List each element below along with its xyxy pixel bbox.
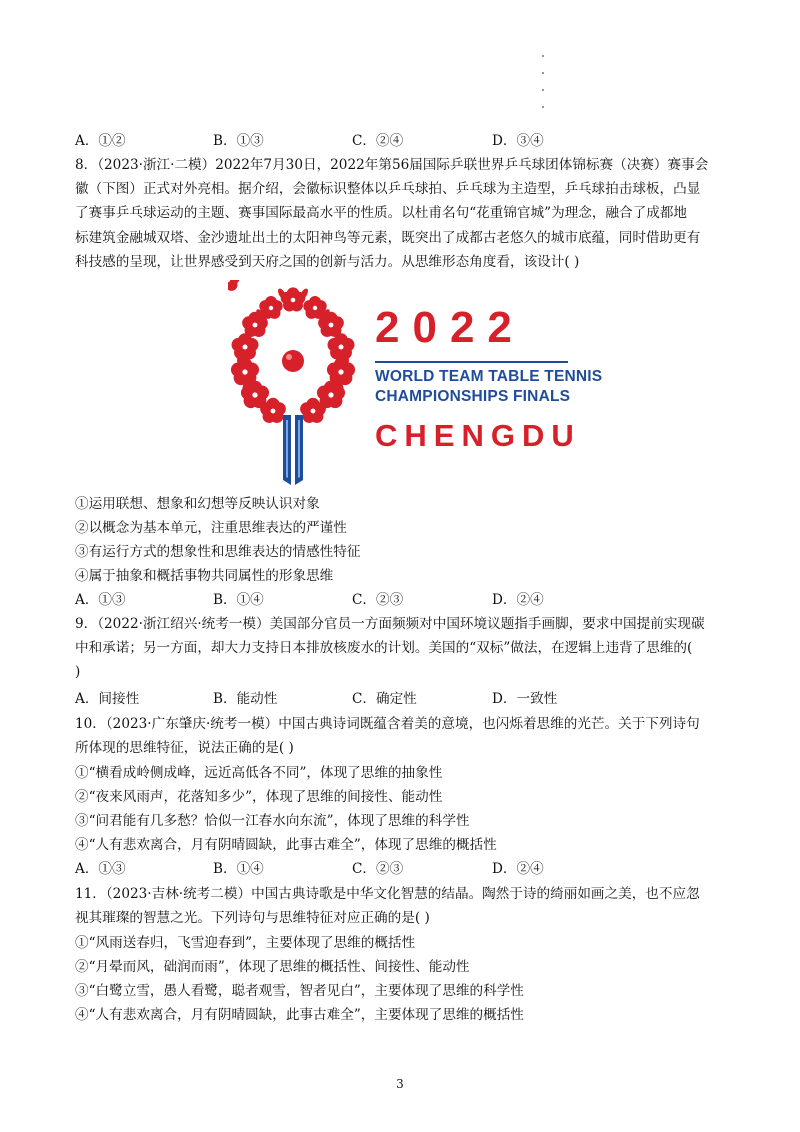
q9-option-a: A．间接性 xyxy=(75,691,140,707)
q8-stem-line: 了赛事乒乓球运动的主题、赛事国际最高水平的性质。以杜甫名句“花重锦官城”为理念，融合了成都地 xyxy=(75,205,688,221)
q7-option-a: A．①② xyxy=(75,133,126,149)
q8-option-b: B．①④ xyxy=(213,592,264,608)
q10-statement: ①“横看成岭侧成峰，远近高低各不同”，体现了思维的抽象性 xyxy=(75,765,443,781)
q9-stem-line: 9．（2022·浙江绍兴·统考一模）美国部分官员一方面频频对中国环境议题指手画脚，要求中国提前实现碳 xyxy=(75,616,705,632)
q10-option-b: B．①④ xyxy=(213,861,264,877)
logo-title-line2: CHAMPIONSHIPS FINALS xyxy=(375,388,571,405)
q8-options xyxy=(75,590,735,610)
q11-stem-line: 11．（2023·吉林·统考二模）中国古典诗歌是中华文化智慧的结晶。陶然于诗的绮丽如画之美，也不应忽 xyxy=(75,886,700,902)
q9-stem-line: 中和承诺；另一方面，却大力支持日本排放核废水的计划。美国的“双标”做法，在逻辑上违背了思维的( xyxy=(75,640,693,656)
q10-statement: ②“夜来风雨声，花落知多少”，体现了思维的间接性、能动性 xyxy=(75,789,443,805)
q7-option-d: D．③④ xyxy=(492,133,544,149)
q8-stem-line: 科技感的呈现，让世界感受到天府之国的创新与活力。从思维形态角度看，该设计( ) xyxy=(75,254,580,270)
ping-pong-ball-icon xyxy=(282,350,304,372)
logo-year: 2022 xyxy=(375,303,525,352)
q9-option-b: B．能动性 xyxy=(213,691,278,707)
logo-divider xyxy=(375,361,568,363)
q9-option-d: D．一致性 xyxy=(492,691,558,707)
q8-stem-line: 8．（2023·浙江·二模）2022年7月30日，2022年第56届国际乒联世界乒乓球团体锦标赛（决赛）赛事会 xyxy=(75,157,709,173)
q8-statement: ②以概念为基本单元，注重思维表达的严谨性 xyxy=(75,520,347,536)
q11-statement: ①“风雨送春归，飞雪迎春到”，主要体现了思维的概括性 xyxy=(75,935,416,951)
q8-stem-line: 徽（下图）正式对外亮相。据介绍，会徽标识整体以乒乓球拍、乒乓球为主造型，乒乓球拍击球板，凸显 xyxy=(75,181,701,197)
q8-option-c: C．②③ xyxy=(352,592,404,608)
q7-option-c: C．②④ xyxy=(352,133,404,149)
q10-stem-line: 10．（2023·广东肇庆·统考一模）中国古典诗词既蕴含着美的意境，也闪烁着思维的光芒。关于下列诗句 xyxy=(75,716,700,732)
q9-option-c: C．确定性 xyxy=(352,691,417,707)
q11-statement: ②“月晕而风，础润而雨”，体现了思维的概括性、间接性、能动性 xyxy=(75,959,470,975)
q7-options xyxy=(75,131,735,151)
q11-statement: ③“白鹭立雪，愚人看鹭，聪者观雪，智者见白”，主要体现了思维的科学性 xyxy=(75,983,524,999)
logo-title-line1: WORLD TEAM TABLE TENNIS xyxy=(375,368,603,385)
q8-option-a: A．①③ xyxy=(75,592,126,608)
q11-stem-line: 视其璀璨的智慧之光。下列诗句与思维特征对应正确的是( ) xyxy=(75,910,430,926)
q7-option-b: B．①③ xyxy=(213,133,264,149)
q8-option-d: D．②④ xyxy=(492,592,544,608)
q10-stem-line: 所体现的思维特征，说法正确的是( ) xyxy=(75,740,294,756)
q10-option-a: A．①③ xyxy=(75,861,126,877)
q8-statement: ③有运行方式的想象性和思维表达的情感性特征 xyxy=(75,544,361,560)
page-number: 3 xyxy=(396,1077,404,1091)
q8-stem-line: 标建筑金融城双塔、金沙遗址出土的太阳神鸟等元素，既突出了成都古老悠久的城市底蕴，同时借助更有 xyxy=(75,230,701,246)
q10-statement: ④“人有悲欢离合，月有阴晴圆缺，此事古难全”，体现了思维的概括性 xyxy=(75,837,497,853)
margin-dots xyxy=(542,55,546,123)
q11-statement: ④“人有悲欢离合，月有阴晴圆缺，此事古难全”，主要体现了思维的概括性 xyxy=(75,1007,524,1023)
q9-stem-line: ) xyxy=(75,664,81,680)
q10-statement: ③“问君能有几多愁？恰似一江春水向东流”，体现了思维的科学性 xyxy=(75,813,470,829)
q10-options xyxy=(75,859,735,879)
q10-option-d: D．②④ xyxy=(492,861,544,877)
twin-towers-icon xyxy=(283,415,303,485)
q8-statement: ④属于抽象和概括事物共同属性的形象思维 xyxy=(75,568,334,584)
q9-options xyxy=(75,689,735,709)
logo-city: CHENGDU xyxy=(375,418,581,453)
q10-option-c: C．②③ xyxy=(352,861,404,877)
q8-statement: ①运用联想、想象和幻想等反映认识对象 xyxy=(75,496,320,512)
